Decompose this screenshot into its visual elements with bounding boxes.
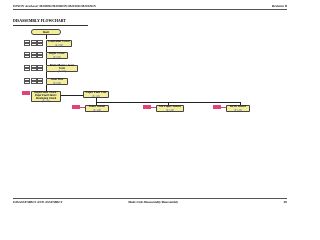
- node-mp-paper-sensor: [156, 105, 184, 112]
- node-name: Registration Clutch / Paper Feed Clutch / Developing Clutch: [34, 90, 58, 100]
- node-page-ref[interactable]: (P. 105): [57, 70, 67, 74]
- node-name: Paper Feed Unit: [85, 90, 107, 95]
- node-page-ref[interactable]: (P. 118): [93, 108, 101, 112]
- code-cell: [37, 81, 43, 84]
- footer-rule: [13, 198, 287, 199]
- node-rfid-board: [226, 105, 250, 112]
- code-cell: [24, 43, 30, 46]
- node-page-ref[interactable]: (P. 120): [165, 108, 175, 112]
- section-title: DISASSEMBLY FLOWCHART: [13, 19, 66, 23]
- code-cell: [24, 55, 30, 58]
- node-name: RFID Board: [229, 104, 247, 109]
- code-cell: [37, 43, 43, 46]
- flowchart-start: Start: [31, 29, 61, 35]
- code-cell: [31, 68, 37, 71]
- label-tag: [72, 105, 80, 109]
- footer-chapter: DISASSEMBLY AND ASSEMBLY: [13, 200, 63, 204]
- label-tag: [213, 105, 221, 109]
- node-name: MP Paper Sensor: [158, 104, 182, 109]
- node-name: Right Cover: [49, 51, 65, 56]
- code-cell: [31, 55, 37, 58]
- node-clutches: [31, 91, 61, 102]
- node-toner-sensor: [85, 105, 109, 112]
- node-main-motor-gear-unit: [46, 62, 78, 74]
- code-cell: [31, 81, 37, 84]
- node-name: Main Motor / Gear Unit: [49, 62, 75, 70]
- condition-codes: [24, 65, 43, 71]
- code-cell: [37, 68, 43, 71]
- header-title: EPSON AcuLaser M2000D/M2000DN/M2010D/M2010DN: [13, 4, 96, 8]
- node-name: Controller Cover: [48, 39, 70, 44]
- node-page-ref[interactable]: (P. 125): [233, 108, 243, 112]
- label-tag: [22, 91, 30, 95]
- node-page-ref[interactable]: (P. 115): [92, 94, 100, 98]
- connector-line: [61, 95, 83, 96]
- code-cell: [31, 43, 37, 46]
- label-tag: [143, 105, 151, 109]
- footer-section: Main Unit Disassembly/Reassembly: [128, 200, 179, 204]
- node-page-ref[interactable]: (P. 103): [52, 55, 62, 59]
- node-page-ref[interactable]: (P. 109): [52, 81, 62, 85]
- code-cell: [24, 81, 30, 84]
- node-gear-box: [46, 78, 68, 85]
- node-right-cover: [46, 52, 68, 59]
- node-name: Gear Box: [50, 77, 64, 82]
- condition-codes: [24, 52, 43, 58]
- node-page-ref[interactable]: (P. 100): [54, 43, 64, 47]
- page-number: 99: [283, 200, 287, 204]
- code-cell: [37, 55, 43, 58]
- code-cell: [24, 68, 30, 71]
- node-name: Toner Sensor: [88, 104, 106, 109]
- condition-codes: [24, 40, 43, 46]
- node-controller-cover: [46, 40, 72, 47]
- connector-line: [46, 35, 47, 39]
- node-paper-feed-unit: [83, 91, 109, 98]
- section-rule: [13, 25, 88, 26]
- node-page-ref[interactable]: (P. 112): [42, 99, 50, 103]
- header-revision: Revision B: [271, 4, 287, 8]
- header-rule: [13, 9, 287, 10]
- condition-codes: [24, 78, 43, 84]
